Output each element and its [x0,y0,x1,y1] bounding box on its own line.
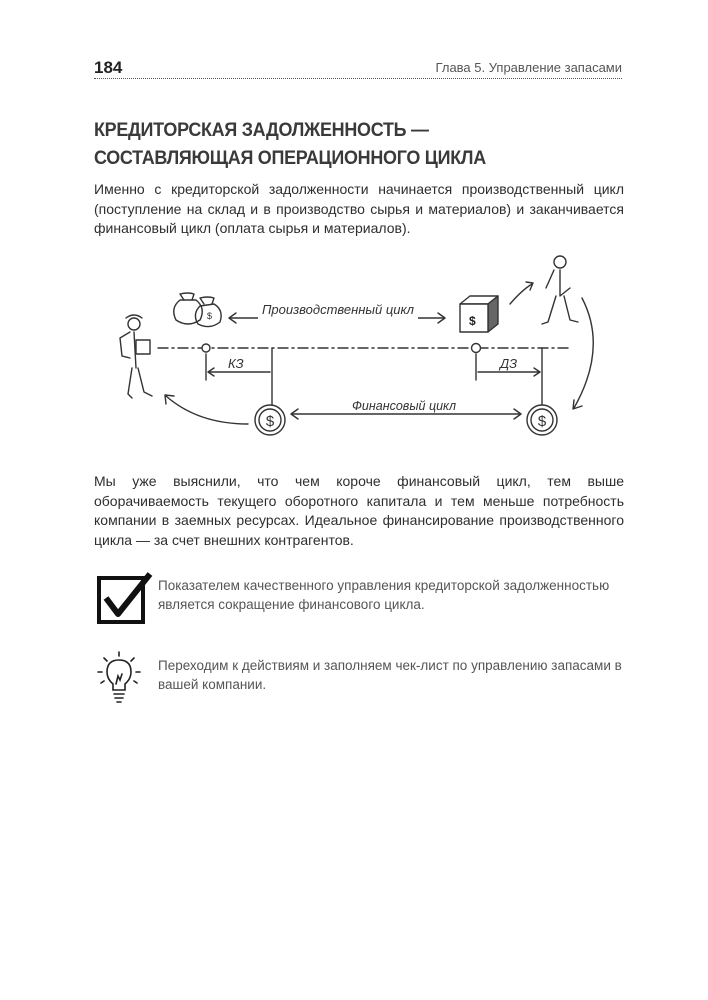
dz-label: ДЗ [500,356,518,371]
intro-paragraph: Именно с кредиторской задолженности начинается производственный цикл (поступление на склад и в производство сырья и материалов) и заканчивается финансовый цикл (оплата сырья и материалов). [94,181,624,236]
body-paragraph: Мы уже выяснили, что чем короче финансовый цикл, тем выше оборачиваемость текущего оборотного капитала и тем меньше потребность компании в заемных ресурсах. Идеальное финансирование производственного цикла — за счет внешних контрагентов. [94,473,624,548]
page-header [94,58,622,82]
left-coin-icon [255,405,285,435]
right-coin-icon [527,405,557,435]
kz-label: КЗ [228,356,244,371]
svg-text:$: $ [265,413,275,430]
lightbulb-note: Переходим к действиям и заполняем чек-лист по управлению запасами в вашей компании. [158,658,622,692]
header-divider [94,78,622,79]
supplier-person-icon [120,315,152,398]
money-bags-icon [174,293,221,327]
section-title [94,116,580,172]
production-cycle-label: Производственный цикл [262,302,414,317]
page-number: 184 [94,58,123,77]
customer-person-icon [542,256,578,324]
section-title-line1: КРЕДИТОРСКАЯ ЗАДОЛЖЕННОСТЬ — [94,119,429,141]
box-icon [460,296,498,332]
lightbulb-icon [96,650,142,704]
section-title-line2: СОСТАВЛЯЮЩАЯ ОПЕРАЦИОННОГО ЦИКЛА [94,147,486,169]
checkmark-note: Показателем качественного управления кредиторской задолженностью является сокращение финансового цикла. [158,578,610,612]
cycle-diagram [108,248,608,448]
financial-cycle-label: Финансовый цикл [352,399,456,413]
checkmark-box-icon [96,572,156,628]
chapter-title: Глава 5. Управление запасами [435,60,622,75]
svg-text:$: $ [207,311,213,321]
svg-text:$: $ [537,413,547,430]
svg-text:$: $ [469,314,476,328]
